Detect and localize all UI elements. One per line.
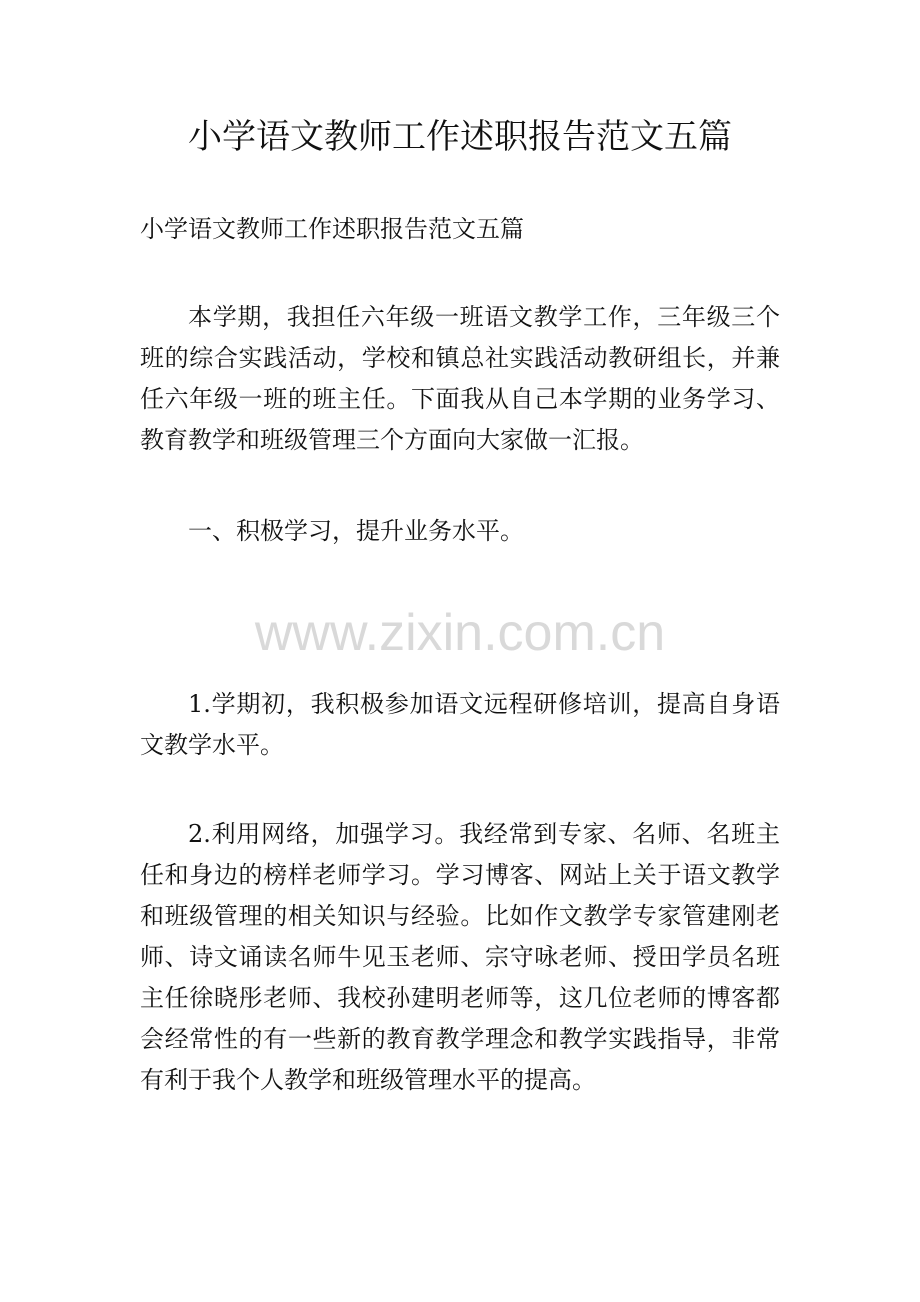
document-title: 小学语文教师工作述职报告范文五篇 — [188, 117, 732, 157]
watermark: www.zixin.com.cn — [254, 604, 666, 662]
section-heading-1: 一、积极学习，提升业务水平。 — [188, 517, 524, 545]
document-subtitle: 小学语文教师工作述职报告范文五篇 — [140, 215, 524, 243]
intro-paragraph: 本学期，我担任六年级一班语文教学工作，三年级三个班的综合实践活动，学校和镇总社实践活动教研组长，并兼任六年级一班的班主任。下面我从自己本学期的业务学习、教育教学和班级管理三个方面向大家做一汇报。 — [140, 303, 780, 454]
list-item-1: 1.学期初，我积极参加语文远程研修培训，提高自身语文教学水平。 — [140, 690, 780, 759]
list-item-2: 2.利用网络，加强学习。我经常到专家、名师、名班主任和身边的榜样老师学习。学习博客、网站上关于语文教学和班级管理的相关知识与经验。比如作文教学专家管建刚老师、诗文诵读名师牛见玉老师、宗守咏老师、授田学员名班主任徐晓彤老师、我校孙建明老师等，这几位老师的博客都会经常性的有一些新的教育教学理念和教学实践指导，非常有利于我个人教学和班级管理水平的提高。 — [140, 820, 780, 1094]
